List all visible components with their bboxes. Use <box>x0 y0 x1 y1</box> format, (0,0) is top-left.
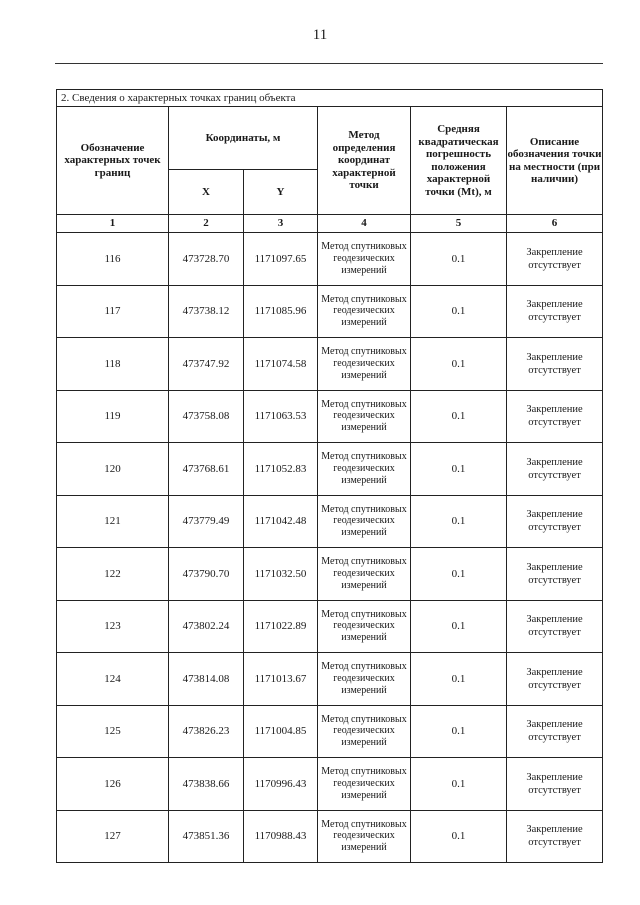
coord-x: 473768.61 <box>169 443 244 496</box>
coord-y: 1171074.58 <box>244 338 318 391</box>
section-title-row <box>57 90 603 107</box>
point-id: 125 <box>57 705 169 758</box>
coord-y: 1171042.48 <box>244 495 318 548</box>
table-row <box>57 338 603 391</box>
header-point-designation: Обозначение характерных точек границ <box>57 107 169 215</box>
coord-y: 1170988.43 <box>244 810 318 863</box>
table-row <box>57 233 603 286</box>
table-row <box>57 653 603 706</box>
accuracy-mt: 0.1 <box>411 705 507 758</box>
point-description: Закрепление отсутствует <box>507 233 603 286</box>
column-number: 4 <box>318 215 411 233</box>
coord-y: 1171097.65 <box>244 233 318 286</box>
point-id: 118 <box>57 338 169 391</box>
table-row <box>57 285 603 338</box>
coord-x: 473738.12 <box>169 285 244 338</box>
header-method: Метод определения координат характерной точки <box>318 107 411 215</box>
method: Метод спутниковых геодезических измерений <box>318 810 411 863</box>
accuracy-mt: 0.1 <box>411 390 507 443</box>
method: Метод спутниковых геодезических измерений <box>318 548 411 601</box>
method: Метод спутниковых геодезических измерений <box>318 758 411 811</box>
coord-x: 473779.49 <box>169 495 244 548</box>
point-description: Закрепление отсутствует <box>507 810 603 863</box>
point-description: Закрепление отсутствует <box>507 758 603 811</box>
method: Метод спутниковых геодезических измерений <box>318 495 411 548</box>
method: Метод спутниковых геодезических измерений <box>318 443 411 496</box>
coord-x: 473802.24 <box>169 600 244 653</box>
coord-y: 1170996.43 <box>244 758 318 811</box>
point-description: Закрепление отсутствует <box>507 495 603 548</box>
point-description: Закрепление отсутствует <box>507 600 603 653</box>
column-number: 6 <box>507 215 603 233</box>
header-row <box>57 107 603 170</box>
accuracy-mt: 0.1 <box>411 495 507 548</box>
method: Метод спутниковых геодезических измерений <box>318 233 411 286</box>
method: Метод спутниковых геодезических измерений <box>318 653 411 706</box>
accuracy-mt: 0.1 <box>411 443 507 496</box>
method: Метод спутниковых геодезических измерений <box>318 285 411 338</box>
point-id: 120 <box>57 443 169 496</box>
point-description: Закрепление отсутствует <box>507 390 603 443</box>
column-number-row <box>57 215 603 233</box>
point-description: Закрепление отсутствует <box>507 705 603 758</box>
accuracy-mt: 0.1 <box>411 285 507 338</box>
method: Метод спутниковых геодезических измерений <box>318 705 411 758</box>
accuracy-mt: 0.1 <box>411 548 507 601</box>
coord-x: 473838.66 <box>169 758 244 811</box>
point-description: Закрепление отсутствует <box>507 338 603 391</box>
method: Метод спутниковых геодезических измерений <box>318 600 411 653</box>
point-id: 122 <box>57 548 169 601</box>
method: Метод спутниковых геодезических измерений <box>318 338 411 391</box>
table-row <box>57 758 603 811</box>
header-divider <box>55 63 603 64</box>
coord-x: 473814.08 <box>169 653 244 706</box>
page-number: 11 <box>312 27 328 43</box>
table-row <box>57 705 603 758</box>
column-number: 3 <box>244 215 318 233</box>
table-row <box>57 548 603 601</box>
coord-y: 1171013.67 <box>244 653 318 706</box>
coord-x: 473790.70 <box>169 548 244 601</box>
coord-x: 473728.70 <box>169 233 244 286</box>
accuracy-mt: 0.1 <box>411 338 507 391</box>
accuracy-mt: 0.1 <box>411 233 507 286</box>
header-accuracy: Средняя квадратическая погрешность положения характерной точки (Mt), м <box>411 107 507 215</box>
point-description: Закрепление отсутствует <box>507 653 603 706</box>
table-row <box>57 810 603 863</box>
coord-y: 1171004.85 <box>244 705 318 758</box>
section-title: 2. Сведения о характерных точках границ объекта <box>57 90 603 107</box>
point-description: Закрепление отсутствует <box>507 548 603 601</box>
method: Метод спутниковых геодезических измерений <box>318 390 411 443</box>
coord-x: 473851.36 <box>169 810 244 863</box>
accuracy-mt: 0.1 <box>411 653 507 706</box>
column-number: 1 <box>57 215 169 233</box>
table-row <box>57 443 603 496</box>
header-description: Описание обозначения точки на местности (при наличии) <box>507 107 603 215</box>
column-number: 2 <box>169 215 244 233</box>
point-description: Закрепление отсутствует <box>507 443 603 496</box>
header-y: Y <box>244 170 318 215</box>
coord-y: 1171052.83 <box>244 443 318 496</box>
table-row <box>57 600 603 653</box>
accuracy-mt: 0.1 <box>411 810 507 863</box>
coord-y: 1171022.89 <box>244 600 318 653</box>
coord-x: 473747.92 <box>169 338 244 391</box>
point-id: 117 <box>57 285 169 338</box>
point-id: 119 <box>57 390 169 443</box>
coord-x: 473826.23 <box>169 705 244 758</box>
accuracy-mt: 0.1 <box>411 758 507 811</box>
header-x: X <box>169 170 244 215</box>
table-row <box>57 495 603 548</box>
point-id: 127 <box>57 810 169 863</box>
column-number: 5 <box>411 215 507 233</box>
header-coordinates: Координаты, м <box>169 107 318 170</box>
coord-y: 1171085.96 <box>244 285 318 338</box>
boundary-points-table <box>56 89 603 863</box>
point-id: 126 <box>57 758 169 811</box>
coord-y: 1171032.50 <box>244 548 318 601</box>
point-id: 123 <box>57 600 169 653</box>
table-row <box>57 390 603 443</box>
point-id: 121 <box>57 495 169 548</box>
point-description: Закрепление отсутствует <box>507 285 603 338</box>
coord-y: 1171063.53 <box>244 390 318 443</box>
point-id: 116 <box>57 233 169 286</box>
point-id: 124 <box>57 653 169 706</box>
coord-x: 473758.08 <box>169 390 244 443</box>
accuracy-mt: 0.1 <box>411 600 507 653</box>
